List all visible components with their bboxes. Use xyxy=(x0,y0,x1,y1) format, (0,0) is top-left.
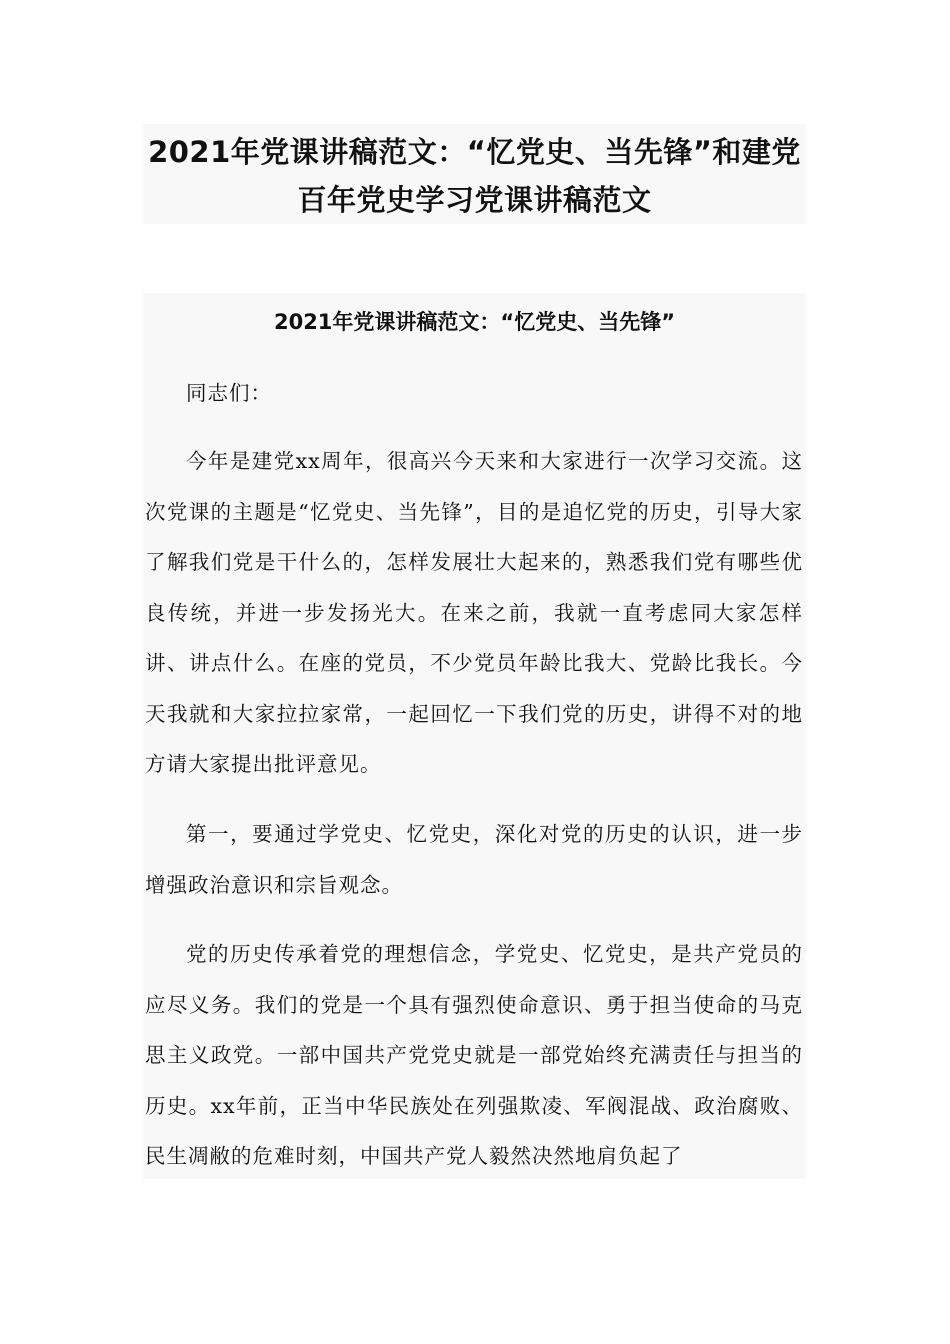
paragraph-history: 党的历史传承着党的理想信念，学党史、忆党史，是共产党员的应尽义务。我们的党是一个具有强烈使命意识、勇于担当使命的马克思主义政党。一部中国共产党党史就是一部党始终充满责任与担当的历史。xx年前，正当中华民族处在列强欺凌、军阀混战、政治腐败、民生凋敝的危难时刻，中国共产党人毅然决然地肩负起了 xyxy=(145,942,803,1168)
section-heading: 2021年党课讲稿范文：“忆党史、当先锋” xyxy=(273,310,676,334)
paragraph-salutation: 同志们： xyxy=(186,381,272,405)
document-title xyxy=(143,124,806,224)
title-line-1: 2021年党课讲稿范文：“忆党史、当先锋”和建党 xyxy=(148,135,801,169)
title-line-2: 百年党史学习党课讲稿范文 xyxy=(297,183,652,217)
paragraph-intro: 今年是建党xx周年，很高兴今天来和大家进行一次学习交流。这次党课的主题是“忆党史、当先锋”，目的是追忆党的历史，引导大家了解我们党是干什么的，怎样发展壮大起来的，熟悉我们党有哪些优良传统，并进一步发扬光大。在来之前，我就一直考虑同大家怎样讲、讲点什么。在座的党员，不少党员年龄比我大、党龄比我长。今天我就和大家拉拉家常，一起回忆一下我们党的历史，讲得不对的地方请大家提出批评意见。 xyxy=(145,449,803,776)
document-body xyxy=(143,293,806,1179)
paragraph-point-one: 第一，要通过学党史、忆党史，深化对党的历史的认识，进一步增强政治意识和宗旨观念。 xyxy=(145,822,803,897)
